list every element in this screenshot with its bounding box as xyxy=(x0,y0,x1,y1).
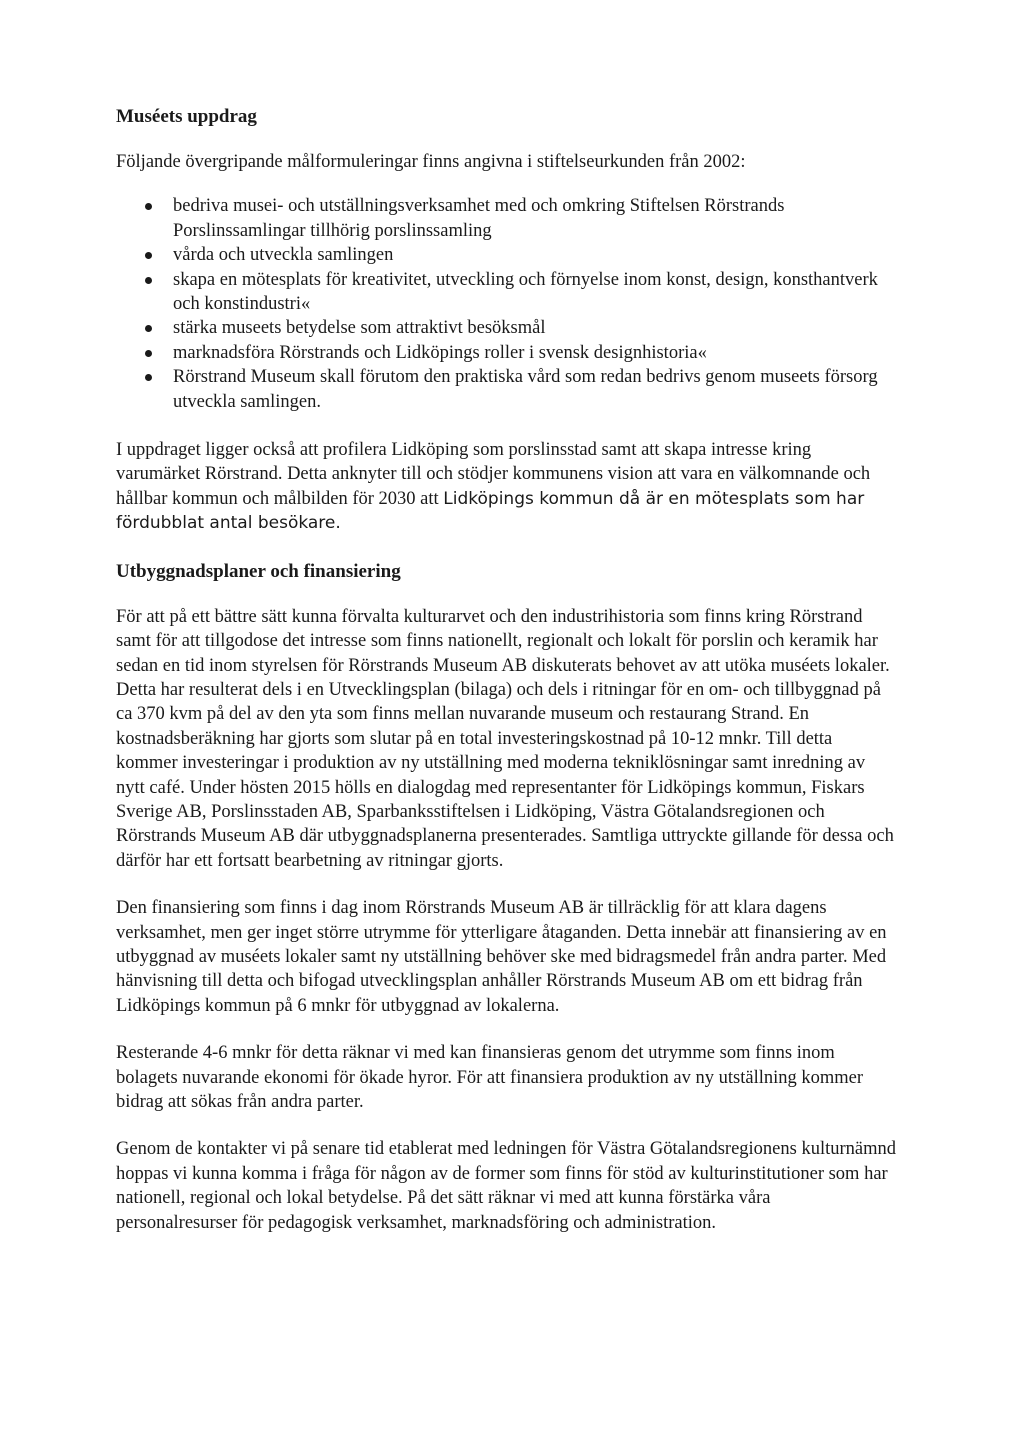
body-paragraph: För att på ett bättre sätt kunna förvalta kulturarvet och den industrihistoria som finns kring Rörstrand samt för att tillgodose det intresse som finns nationellt, regionalt och lokalt för porslin och keramik har sedan en tid inom styrelsen för Rörstrands Museum AB diskuterats behovet av att utöka muséets lokaler. Detta har resulterat dels i en Utvecklingsplan (bilaga) och dels i ritningar för en om- och tillbyggnad på ca 370 kvm på del av den yta som finns mellan nuvarande museum och restaurang Strand. En kostnadsberäkning har gjorts som slutar på en total investeringskostnad på 10-12 mnkr. Till detta kommer investeringar i produktion av ny utställning med moderna tekniklösningar samt inredning av nytt café. Under hösten 2015 hölls en dialogdag med representanter för Lidköpings kommun, Fiskars Sverige AB, Porslinsstaden AB, Sparbanksstiftelsen i Lidköping, Västra Götalandsregionen och Rörstrands Museum AB där utbyggnadsplanerna presenterades. Samtliga uttryckte gillande för dessa och därför har ett fortsatt bearbetning av ritningar gjorts. xyxy=(116,606,894,871)
list-item-text: skapa en mötesplats för kreativitet, utveckling och förnyelse inom konst, design, konsthantverk och konstindustri« xyxy=(173,269,878,315)
body-paragraph: Den finansiering som finns i dag inom Rörstrands Museum AB är tillräcklig för att klara dagens verksamhet, men ger inget större utrymme för ytterligare åtaganden. Detta innebär att finansiering av en utbyggnad av muséets lokaler samt ny utställning behöver ske med bidragsmedel från andra parter. Med hänvisning till detta och bifogad utvecklingsplan anhåller Rörstrands Museum AB om ett bidrag från Lidköpings kommun på 6 mnkr för utbyggnad av lokalerna. xyxy=(116,898,887,1016)
section-heading-museets-uppdrag: Muséets uppdrag xyxy=(116,106,257,127)
mission-paragraph-main: I uppdraget ligger också att profilera Lidköping som porslinsstad samt att skapa intresse kring varumärket Rörstrand. Detta anknyter till och stödjer kommunens vision att vara en välkomnande och hållbar kommun och målbilden för 2030 att xyxy=(116,440,871,509)
intro-paragraph: Följande övergripande målformuleringar finns angivna i stiftelseurkunden från 2002: xyxy=(116,152,746,172)
bullet-icon xyxy=(145,252,152,259)
bullet-icon xyxy=(145,350,152,357)
bullet-icon xyxy=(145,374,152,381)
section-heading-utbyggnadsplaner: Utbyggnadsplaner och finansiering xyxy=(116,560,401,582)
list-item-text: stärka museets betydelse som attraktivt besöksmål xyxy=(173,318,546,339)
body-paragraph: Resterande 4-6 mnkr för detta räknar vi med kan finansieras genom det utrymme som finns inom bolagets nuvarande ekonomi för ökade hyror. För att finansiera produktion av ny utställning kommer bidrag att sökas från andra parter. xyxy=(116,1043,864,1112)
list-item-text: marknadsföra Rörstrands och Lidköpings roller i svensk designhistoria« xyxy=(173,342,707,363)
list-item-text: Rörstrand Museum skall förutom den praktiska vård som redan bedrivs genom museets försorg utveckla samlingen. xyxy=(173,367,878,412)
list-item xyxy=(116,194,896,243)
list-item xyxy=(116,365,896,414)
goals-bullet-list xyxy=(116,194,896,414)
list-item xyxy=(116,268,896,317)
bullet-icon xyxy=(145,325,152,332)
bullet-icon xyxy=(145,277,152,284)
list-item xyxy=(116,243,896,267)
list-item-text: bedriva musei- och utställningsverksamhet med och omkring Stiftelsen Rörstrands Porslinssamlingar tillhörig porslinssamling xyxy=(173,196,785,241)
document-page xyxy=(116,104,896,1258)
bullet-icon xyxy=(145,203,152,210)
list-item-text: vårda och utveckla samlingen xyxy=(173,245,394,266)
mission-paragraph-tail: Lidköpings kommun då är en mötesplats som har fördubblat antal besökare. xyxy=(116,488,865,534)
body-paragraph: Genom de kontakter vi på senare tid etablerat med ledningen för Västra Götalandsregionens kulturnämnd hoppas vi kunna komma i fråga för någon av de former som finns för stöd av kulturinstitutioner som har nationell, regional och lokal betydelse. På det sätt räknar vi med att kunna förstärka våra personalresurser för pedagogisk verksamhet, marknadsföring och administration. xyxy=(116,1139,897,1233)
list-item xyxy=(116,316,896,340)
mission-paragraph xyxy=(116,438,896,536)
list-item xyxy=(116,341,896,365)
